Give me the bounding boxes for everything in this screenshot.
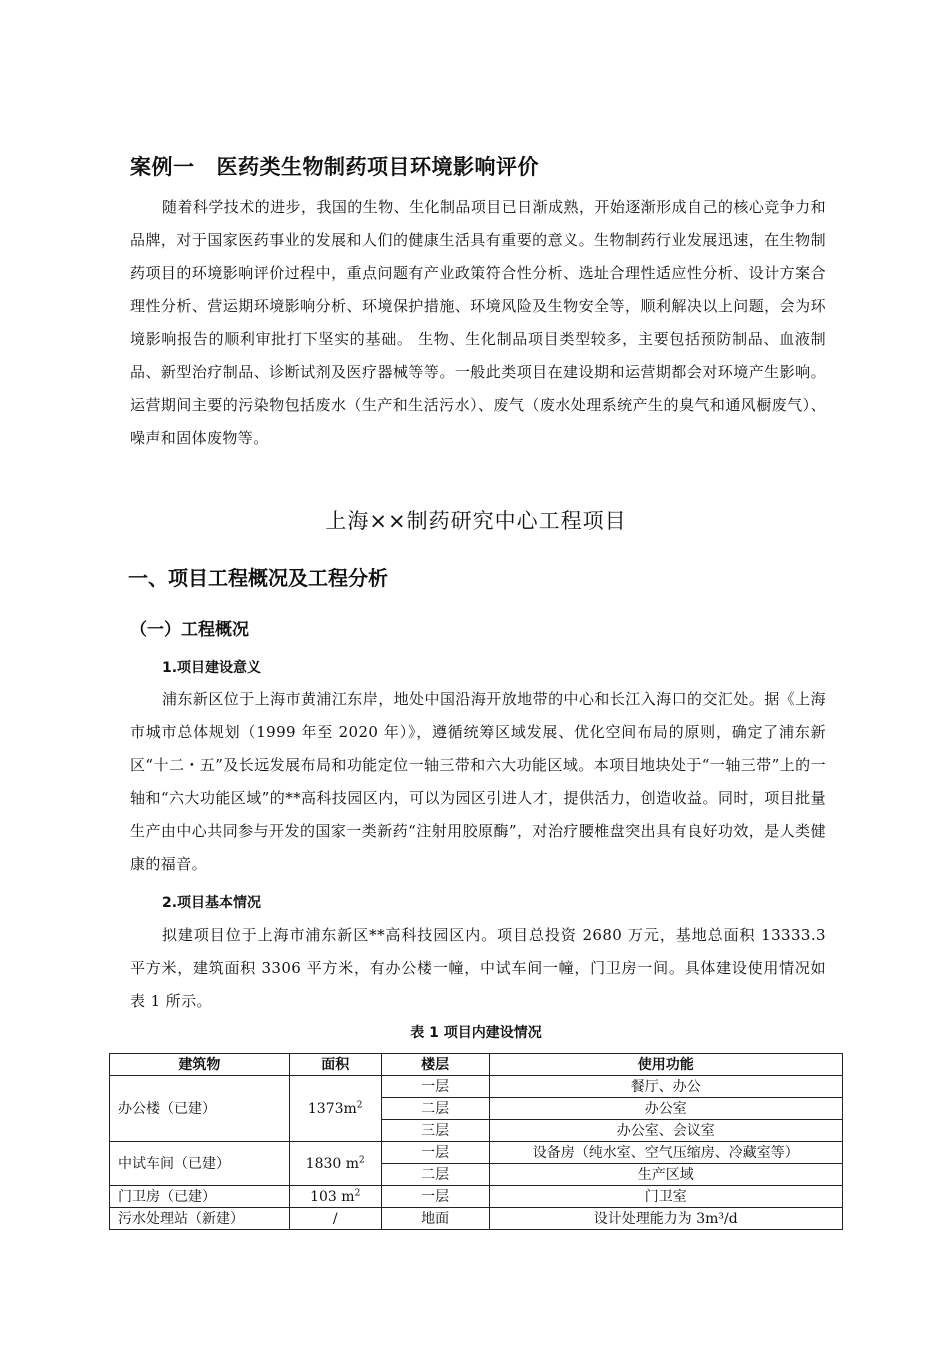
building-area: 1830 $m^2$ — [289, 1142, 381, 1186]
floor-cell: 地面 — [381, 1208, 489, 1230]
table-row — [110, 1186, 843, 1208]
case-heading — [130, 151, 539, 181]
building-name: 办公楼（已建） — [110, 1076, 290, 1142]
floor-cell: 二层 — [381, 1164, 489, 1186]
building-name: 中试车间（已建） — [110, 1142, 290, 1186]
use-cell: 办公室、会议室 — [489, 1120, 842, 1142]
use-cell: 办公室 — [489, 1098, 842, 1120]
header-use: 使用功能 — [489, 1054, 842, 1076]
section-heading: 一、项目工程概况及工程分析 — [128, 566, 388, 590]
subsection-heading: （一）工程概况 — [130, 620, 249, 640]
header-floor: 楼层 — [381, 1054, 489, 1076]
case-number: 案例一 — [130, 155, 195, 179]
table-row — [110, 1208, 843, 1230]
intro-paragraph: 随着科学技术的进步，我国的生物、生化制品项目已日渐成熟，开始逐渐形成自己的核心竞争力和品牌，对于国家医药事业的发展和人们的健康生活具有重要的意义。生物制药行业发展迅速，在生物制药项目的环境影响评价过程中，重点问题有产业政策符合性分析、选址合理性适应性分析、设计方案合理性分析、营运期环境影响分析、环境保护措施、环境风险及生物安全等，顺利解决以上问题，会为环境影响报告的顺利审批打下坚实的基础。 生物、生化制品项目类型较多，主要包括预防制品、血液制品、新型治疗制品、诊断试剂及医疗器械等等。一般此类项目在建设期和运营期都会对环境产生影响。运营期间主要的污染物包括废水（生产和生活污水）、废气（废水处理系统产生的臭气和通风橱废气）、噪声和固体废物等。 — [130, 198, 826, 447]
table-caption: 表 1 项目内建设情况 — [410, 1025, 542, 1041]
floor-cell: 三层 — [381, 1120, 489, 1142]
building-area: / — [289, 1208, 381, 1230]
item1-heading: 1.项目建设意义 — [162, 660, 262, 676]
floor-cell: 二层 — [381, 1098, 489, 1120]
construction-table — [109, 1053, 843, 1230]
use-cell: 设备房（纯水室、空气压缩房、冷藏室等） — [489, 1142, 842, 1164]
use-cell: 生产区域 — [489, 1164, 842, 1186]
building-name: 门卫房（已建） — [110, 1186, 290, 1208]
project-title: 上海××制药研究中心工程项目 — [325, 509, 627, 533]
building-area: 103 $m^2$ — [289, 1186, 381, 1208]
item1-paragraph: 浦东新区位于上海市黄浦江东岸，地处中国沿海开放地带的中心和长江入海口的交汇处。据《上海市城市总体规划（1999 年至 2020 年）》，遵循统筹区域发展、优化空间布局的原则，确定了浦东新区“十二・五”及长远发展布局和功能定位一轴三带和六大功能区域。本项目地块处于“一轴三带”上的一轴和“六大功能区域”的**高科技园区内，可以为园区引进人才，提供活力，创造收益。同时，项目批量生产由中心共同参与开发的国家一类新药“注射用胶原酶”，对治疗腰椎盘突出具有良好功效，是人类健康的福音。 — [130, 690, 826, 873]
item2-heading: 2.项目基本情况 — [162, 895, 262, 911]
header-area: 面积 — [289, 1054, 381, 1076]
use-cell: 门卫室 — [489, 1186, 842, 1208]
table-header-row — [110, 1054, 843, 1076]
floor-cell: 一层 — [381, 1142, 489, 1164]
floor-cell: 一层 — [381, 1076, 489, 1098]
use-cell: 餐厅、办公 — [489, 1076, 842, 1098]
table-row — [110, 1142, 843, 1164]
building-name: 污水处理站（新建） — [110, 1208, 290, 1230]
case-title: 医药类生物制药项目环境影响评价 — [216, 155, 539, 179]
header-building: 建筑物 — [110, 1054, 290, 1076]
item2-paragraph: 拟建项目位于上海市浦东新区**高科技园区内。项目总投资 2680 万元，基地总面积 13333.3 平方米，建筑面积 3306 平方米，有办公楼一幢，中试车间一幢，门卫房一间。具体建设使用情况如表 1 所示。 — [130, 926, 826, 1010]
building-area: $1373m^2$ — [289, 1076, 381, 1142]
table-row — [110, 1076, 843, 1098]
floor-cell: 一层 — [381, 1186, 489, 1208]
use-cell: 设计处理能力为 3m³/d — [489, 1208, 842, 1230]
